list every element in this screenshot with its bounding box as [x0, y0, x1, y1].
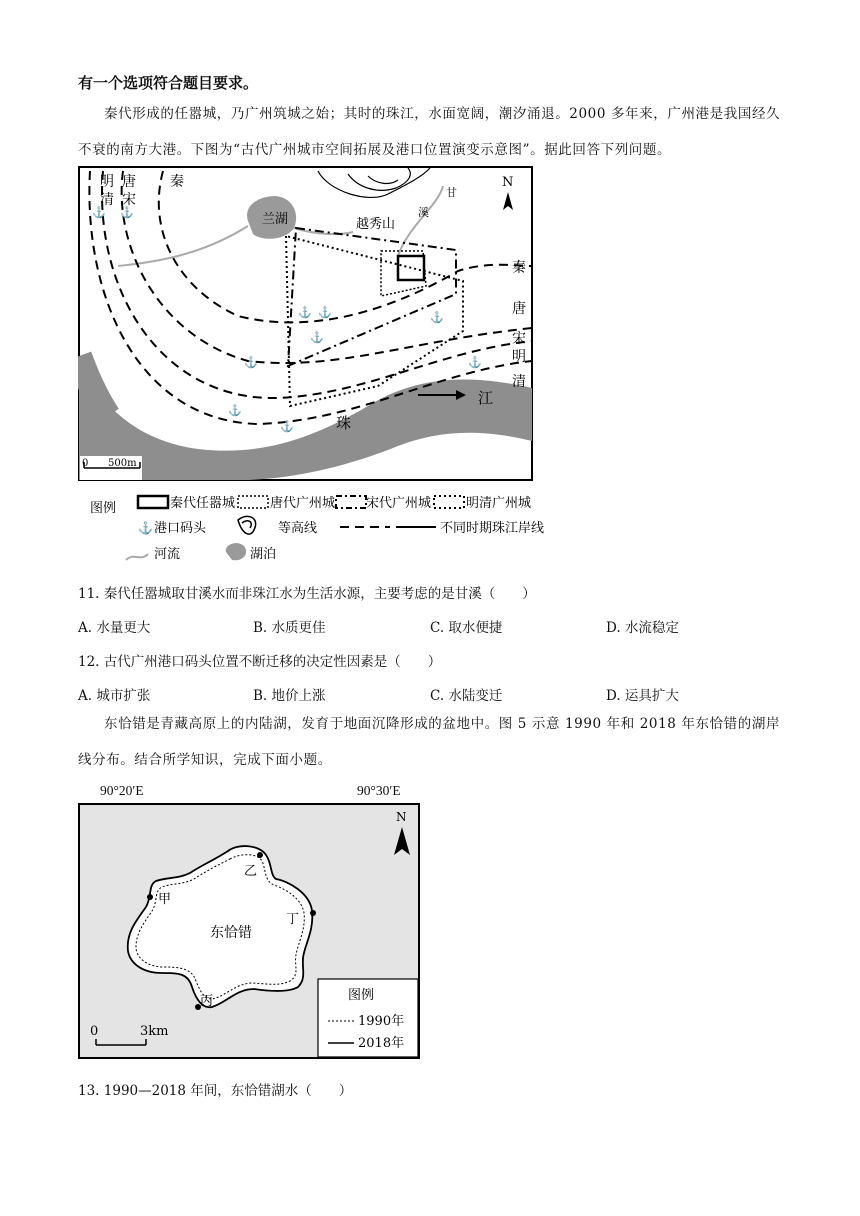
label-bing: 丙 [200, 994, 214, 1009]
lake-name: 东恰错 [210, 925, 252, 941]
label-qing-west: 清 [100, 192, 114, 208]
legend-item-ming-qing: 明清广州城 [466, 496, 532, 511]
anchor-icon: ⚓ [244, 356, 258, 369]
question-11-stem: 11. 秦代任嚣城取甘溪水而非珠江水为生活水源，主要考虑的是甘溪（ ） [78, 586, 536, 602]
river-label-jiang: 江 [478, 389, 494, 407]
anchor-icon: ⚓ [468, 356, 482, 369]
label-song-west: 宋 [122, 192, 136, 208]
q12-option-c[interactable]: C. 水陆变迁 [430, 688, 503, 704]
label-tang-east: 唐 [512, 301, 526, 317]
anchor-icon: ⚓ [92, 206, 106, 219]
q12-option-d[interactable]: D. 运具扩大 [606, 688, 679, 704]
label-qing-east: 清 [512, 374, 526, 390]
point-ding [310, 910, 316, 916]
legend-title: 图例 [90, 501, 117, 516]
anchor-icon: ⚓ [298, 306, 312, 319]
legend-item-contour: 等高线 [278, 521, 318, 536]
label-ming-west: 明 [100, 174, 114, 190]
legend-item-shoreline: 不同时期珠江岸线 [440, 521, 545, 536]
q12-option-b[interactable]: B. 地价上涨 [253, 688, 326, 704]
q12-option-a[interactable]: A. 城市扩张 [78, 688, 151, 704]
lake-label: 兰湖 [262, 212, 289, 227]
contour-legend-icon [238, 516, 256, 534]
legend-item-qin: 秦代任嚣城 [170, 496, 236, 511]
river-legend-icon [126, 554, 148, 560]
q11-option-a[interactable]: A. 水量更大 [78, 620, 151, 636]
legend-item-song: 宋代广州城 [366, 496, 432, 511]
longitude-right: 90°30′E [357, 783, 401, 798]
legend-item-river: 河流 [154, 547, 181, 562]
label-qin-east: 秦 [512, 260, 526, 276]
north-label-2: N [396, 810, 407, 824]
anchor-icon: ⚓ [280, 420, 294, 433]
label-song-east: 宋 [512, 331, 526, 347]
anchor-icon: ⚓ [318, 306, 332, 319]
label-yi: 乙 [244, 864, 258, 879]
anchor-icon: ⚓ [228, 404, 242, 417]
north-label: N [502, 175, 514, 190]
legend-item-lake: 湖泊 [250, 547, 277, 562]
map1-legend [78, 490, 558, 570]
stream-label-xi: 溪 [418, 206, 429, 219]
label-tang-west: 唐 [122, 174, 136, 190]
q11-option-b[interactable]: B. 水质更佳 [253, 620, 326, 636]
intro-paragraph-2: 东恰错是青藏高原上的内陆湖，发育于地面沉降形成的盆地中。图 5 示意 1990 年和 2018 年东恰错的湖岸线分布。结合所学知识，完成下面小题。 [78, 716, 781, 768]
label-jia: 甲 [158, 892, 172, 907]
anchor-icon: ⚓ [138, 521, 153, 535]
q11-option-c[interactable]: C. 取水便捷 [430, 620, 503, 636]
scale-label-2: 3km [140, 1024, 169, 1039]
legend-1990: 1990年 [358, 1014, 405, 1029]
scale-zero: 0 [82, 458, 89, 469]
longitude-left: 90°20′E [100, 783, 144, 798]
river-label-zhu: 珠 [336, 414, 352, 432]
legend-item-tang: 唐代广州城 [270, 496, 336, 511]
guangzhou-map [78, 166, 533, 482]
scale-zero-2: 0 [90, 1024, 99, 1039]
legend-2018: 2018年 [358, 1036, 405, 1051]
label-qin-west: 秦 [170, 174, 184, 190]
mountain-label: 越秀山 [356, 217, 396, 232]
point-yi [257, 852, 263, 858]
anchor-icon: ⚓ [120, 206, 134, 219]
intro-paragraph-1: 秦代形成的任嚣城，乃广州筑城之始；其时的珠江，水面宽阔，潮汐涌退。2000 多年来，广州港是我国经久不衰的南方大港。下图为“古代广州城市空间拓展及港口位置演变示意图”。据此回答下列问题。 [78, 106, 781, 158]
dongqiacuo-map [78, 803, 422, 1061]
scale-label: 500m [108, 458, 137, 469]
stream-label-gan: 甘 [446, 186, 457, 199]
question-13-stem: 13. 1990—2018 年间，东恰错湖水（ ） [78, 1083, 353, 1099]
map-frame [79, 167, 532, 480]
lake-legend-icon [226, 543, 246, 560]
section-heading: 有一个选项符合题目要求。 [78, 74, 259, 92]
map2-legend-title: 图例 [348, 988, 375, 1003]
label-ding: 丁 [286, 912, 300, 927]
question-12-stem: 12. 古代广州港口码头位置不断迁移的决定性因素是（ ） [78, 654, 442, 670]
anchor-icon: ⚓ [310, 331, 324, 344]
anchor-icon: ⚓ [430, 311, 444, 324]
label-ming-east: 明 [512, 349, 526, 365]
q11-option-d[interactable]: D. 水流稳定 [606, 620, 679, 636]
point-jia [147, 894, 153, 900]
legend-item-port: 港口码头 [154, 521, 207, 536]
